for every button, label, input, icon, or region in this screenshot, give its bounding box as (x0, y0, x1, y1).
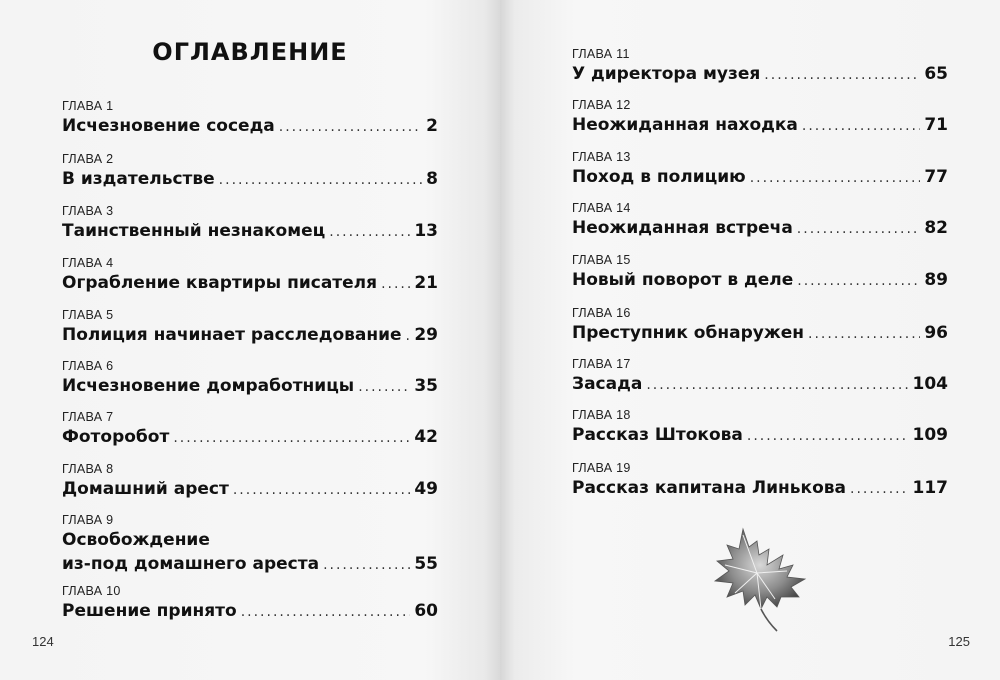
dot-leader (241, 600, 411, 624)
chapter-title: Рассказ Штокова (572, 425, 743, 445)
chapter-label: ГЛАВА 18 (572, 408, 631, 422)
dot-leader (381, 272, 410, 296)
chapter-label: ГЛАВА 17 (572, 357, 631, 371)
chapter-label: ГЛАВА 6 (62, 359, 114, 373)
toc-entry[interactable] (62, 98, 438, 139)
chapter-title: Исчезновение домработницы (62, 376, 355, 396)
maple-leaf-icon (705, 525, 835, 635)
toc-entry[interactable] (62, 461, 438, 502)
chapter-page-number: 42 (414, 427, 438, 447)
dot-leader (173, 426, 410, 450)
dot-leader (323, 553, 410, 577)
chapter-title: из-под домашнего ареста (62, 554, 320, 574)
chapter-title: Неожиданная находка (572, 115, 798, 135)
toc-entry[interactable] (62, 151, 438, 192)
toc-entry[interactable] (62, 358, 438, 399)
chapter-title: Полиция начинает расследование (62, 325, 402, 345)
chapter-page-number: 2 (426, 116, 438, 136)
chapter-label: ГЛАВА 3 (62, 204, 114, 218)
chapter-page-number: 35 (414, 376, 438, 396)
toc-entry[interactable] (62, 583, 438, 624)
chapter-label: ГЛАВА 5 (62, 308, 114, 322)
chapter-page-number: 60 (414, 601, 438, 621)
chapter-label: ГЛАВА 4 (62, 256, 114, 270)
chapter-page-number: 77 (924, 167, 948, 187)
chapter-title: Фоторобот (62, 427, 170, 447)
chapter-label: ГЛАВА 10 (62, 584, 121, 598)
toc-entry[interactable] (62, 409, 438, 450)
chapter-page-number: 71 (924, 115, 948, 135)
toc-entry[interactable] (572, 46, 948, 87)
toc-entry[interactable] (572, 305, 948, 346)
chapter-title: Ограбление квартиры писателя (62, 273, 378, 293)
dot-leader (808, 322, 920, 346)
chapter-label: ГЛАВА 8 (62, 462, 114, 476)
page-number: 124 (32, 634, 54, 649)
chapter-label: ГЛАВА 2 (62, 152, 114, 166)
chapter-page-number: 109 (912, 425, 948, 445)
chapter-label: ГЛАВА 15 (572, 253, 631, 267)
toc-entry[interactable] (62, 307, 438, 348)
chapter-label: ГЛАВА 16 (572, 306, 631, 320)
toc-entry[interactable] (572, 407, 948, 448)
chapter-title: Засада (572, 374, 643, 394)
page-number: 125 (948, 634, 970, 649)
chapter-title-line1: Освобождение (62, 530, 210, 550)
dot-leader (850, 477, 909, 501)
dot-leader (358, 375, 410, 399)
chapter-label: ГЛАВА 14 (572, 201, 631, 215)
chapter-title: Исчезновение соседа (62, 116, 275, 136)
toc-entry[interactable] (572, 149, 948, 190)
dot-leader (802, 114, 920, 138)
chapter-page-number: 21 (414, 273, 438, 293)
chapter-title: Новый поворот в деле (572, 270, 794, 290)
dot-leader (406, 324, 411, 348)
chapter-label: ГЛАВА 11 (572, 47, 630, 61)
chapter-page-number: 29 (414, 325, 438, 345)
dot-leader (764, 63, 920, 87)
chapter-page-number: 104 (912, 374, 948, 394)
toc-entry[interactable] (62, 255, 438, 296)
toc-entry[interactable] (572, 252, 948, 293)
chapter-title: Преступник обнаружен (572, 323, 805, 343)
chapter-page-number: 49 (414, 479, 438, 499)
dot-leader (329, 220, 410, 244)
chapter-page-number: 117 (912, 478, 948, 498)
toc-entry[interactable] (572, 356, 948, 397)
dot-leader (233, 478, 410, 502)
chapter-title: Поход в полицию (572, 167, 746, 187)
dot-leader (797, 269, 920, 293)
chapter-label: ГЛАВА 9 (62, 513, 114, 527)
chapter-title: Решение принято (62, 601, 237, 621)
dot-leader (646, 373, 908, 397)
chapter-page-number: 8 (426, 169, 438, 189)
right-page (500, 0, 1000, 680)
toc-entry[interactable] (62, 512, 438, 577)
chapter-label: ГЛАВА 13 (572, 150, 631, 164)
chapter-label: ГЛАВА 19 (572, 461, 631, 475)
chapter-title: Рассказ капитана Линькова (572, 478, 846, 498)
dot-leader (750, 166, 921, 190)
toc-title: ОГЛАВЛЕНИЕ (152, 38, 348, 66)
chapter-title: У директора музея (572, 64, 761, 84)
toc-entry[interactable] (572, 200, 948, 241)
dot-leader (279, 115, 422, 139)
chapter-page-number: 65 (924, 64, 948, 84)
dot-leader (747, 424, 909, 448)
toc-entry[interactable] (62, 203, 438, 244)
dot-leader (219, 168, 422, 192)
chapter-title: В издательстве (62, 169, 215, 189)
chapter-label: ГЛАВА 12 (572, 98, 631, 112)
chapter-label: ГЛАВА 7 (62, 410, 114, 424)
chapter-title: Неожиданная встреча (572, 218, 793, 238)
chapter-page-number: 96 (924, 323, 948, 343)
chapter-page-number: 82 (924, 218, 948, 238)
toc-entry[interactable] (572, 460, 948, 501)
chapter-page-number: 13 (414, 221, 438, 241)
chapter-label: ГЛАВА 1 (62, 99, 114, 113)
chapter-title: Домашний арест (62, 479, 229, 499)
chapter-page-number: 89 (924, 270, 948, 290)
dot-leader (797, 217, 921, 241)
toc-entry[interactable] (572, 97, 948, 138)
chapter-page-number: 55 (414, 554, 438, 574)
chapter-title: Таинственный незнакомец (62, 221, 326, 241)
